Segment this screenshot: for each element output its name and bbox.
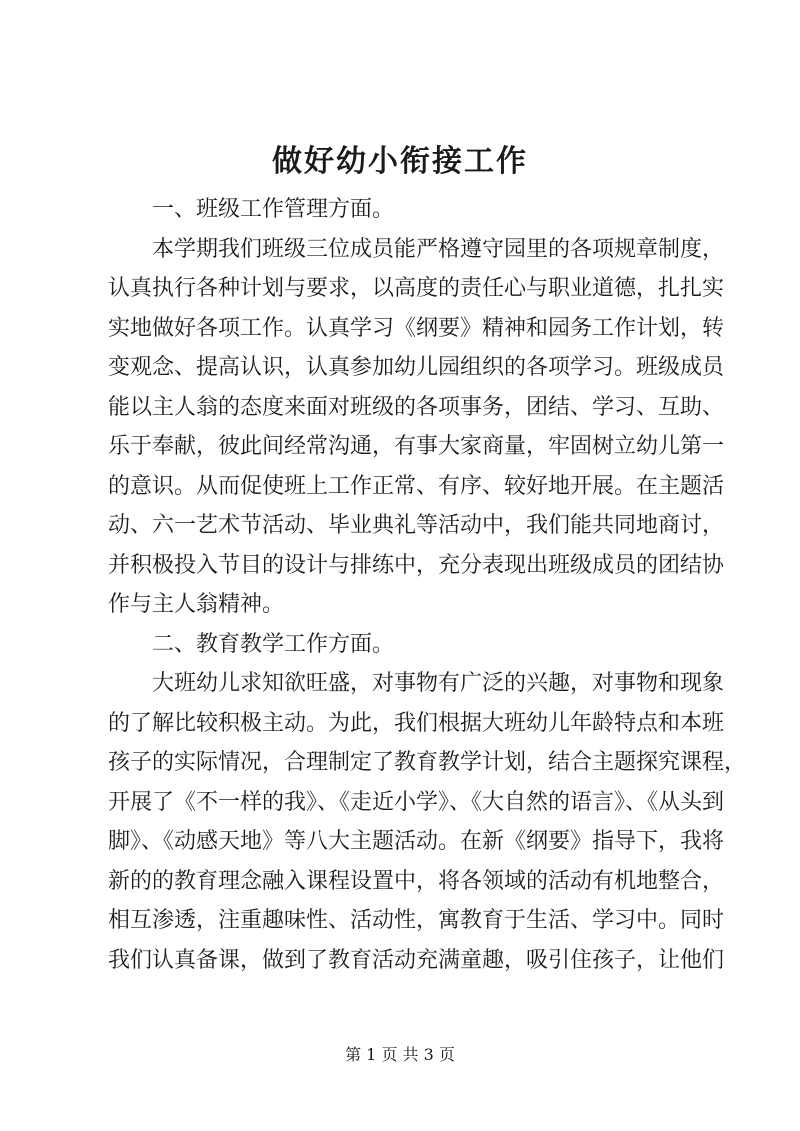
paragraph-line: 并积极投入节目的设计与排练中，充分表现出班级成员的团结协: [108, 552, 725, 578]
paragraph-line: 我们认真备课，做到了教育活动充满童趣，吸引住孩子，让他们: [108, 947, 725, 973]
paragraph-line: 开展了《不一样的我》、《走近小学》、《大自然的语言》、《从头到: [108, 789, 725, 815]
paragraph-line: 乐于奉献，彼此间经常沟通，有事大家商量，牢固树立幼儿第一: [108, 434, 725, 459]
section-heading-2: 二、教育教学工作方面。: [152, 631, 395, 657]
page-number-footer: 第 1 页 共 3 页: [345, 1045, 455, 1064]
paragraph-line: 脚》、《动感天地》等八大主题活动。在新《纲要》指导下，我将: [108, 829, 725, 854]
paragraph-line: 作与主人翁精神。: [108, 592, 285, 617]
paragraph-line: 大班幼儿求知欲旺盛，对事物有广泛的兴趣，对事物和现象: [152, 671, 725, 696]
paragraph-line: 相互渗透，注重趣味性、活动性，寓教育于生活、学习中。同时: [108, 908, 725, 933]
paragraph-line: 能以主人翁的态度来面对班级的各项事务，团结、学习、互助、: [108, 394, 725, 420]
document-title: 做好幼小衔接工作: [272, 144, 528, 179]
document-body: [108, 190, 747, 980]
paragraph-line: 认真执行各种计划与要求，以高度的责任心与职业道德，扎扎实: [108, 276, 725, 301]
paragraph-line: 孩子的实际情况，合理制定了教育教学计划，结合主题探究课程，: [108, 750, 747, 775]
paragraph-line: 新的的教育理念融入课程设置中，将各领域的活动有机地整合，: [108, 868, 725, 894]
section-heading-1: 一、班级工作管理方面。: [152, 197, 395, 222]
paragraph-line: 的意识。从而促使班上工作正常、有序、较好地开展。在主题活: [108, 473, 725, 499]
paragraph-line: 的了解比较积极主动。为此，我们根据大班幼儿年龄特点和本班: [108, 710, 725, 736]
paragraph-line: 变观念、提高认识，认真参加幼儿园组织的各项学习。班级成员: [108, 355, 725, 380]
paragraph-line: 实地做好各项工作。认真学习《纲要》精神和园务工作计划，转: [108, 315, 725, 341]
paragraph-line: 本学期我们班级三位成员能严格遵守园里的各项规章制度，: [152, 236, 725, 262]
paragraph-line: 动、六一艺术节活动、毕业典礼等活动中，我们能共同地商讨，: [108, 513, 725, 538]
